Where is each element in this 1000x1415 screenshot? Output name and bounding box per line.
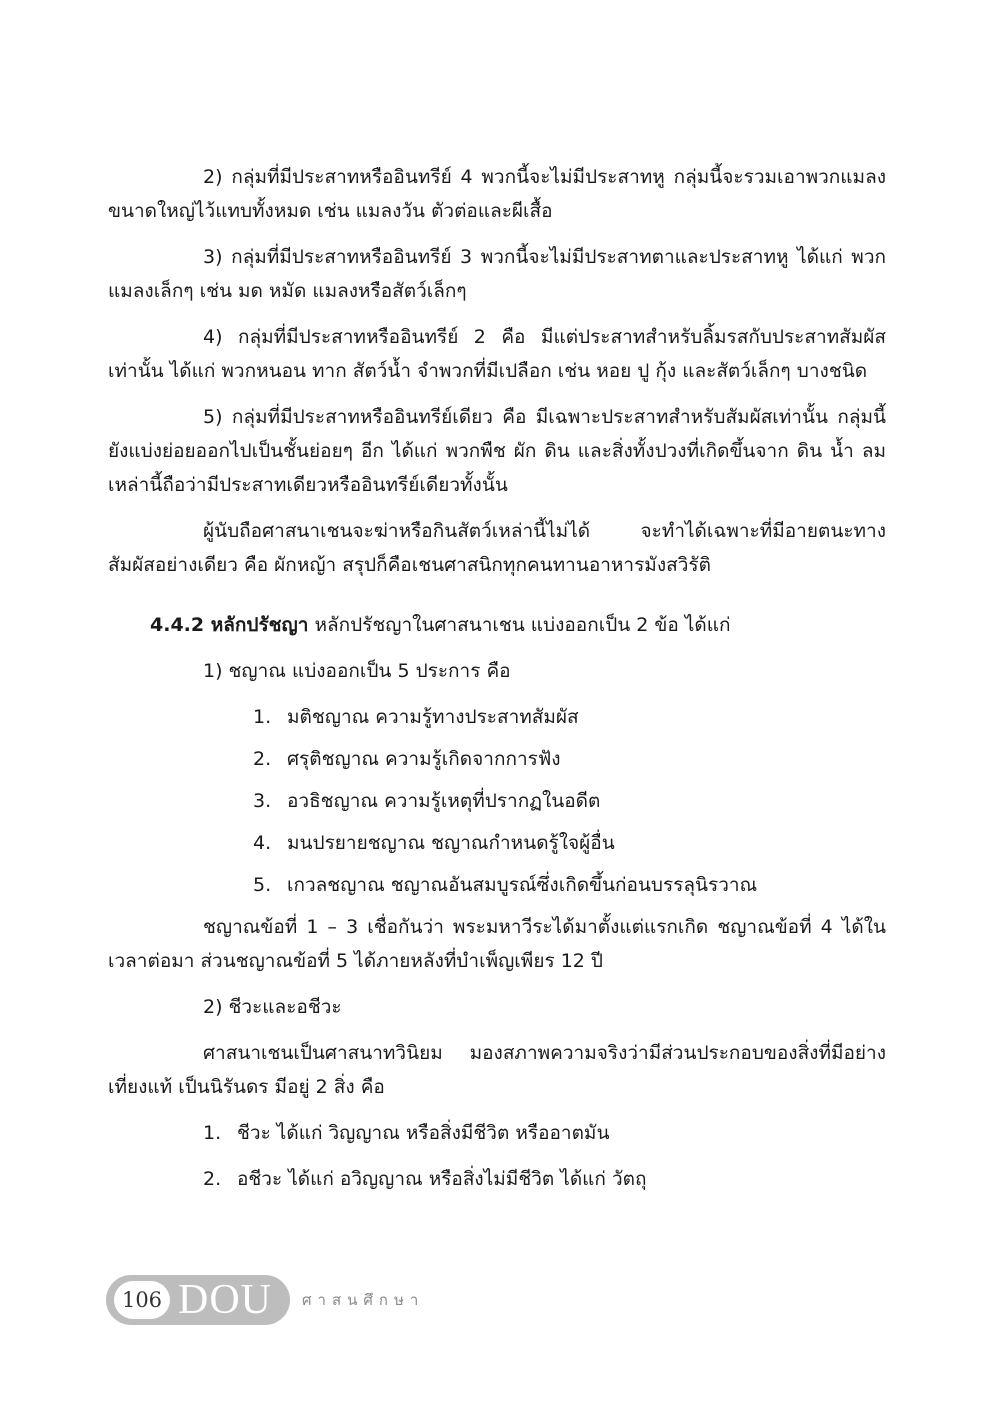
- list-number: 2.: [203, 1168, 222, 1190]
- section-philosophy: [150, 608, 886, 642]
- paragraph-group-1-sense: 5) กลุ่มที่มีประสาทหรืออินทรีย์เดียว คือ มีเฉพาะประสาทสำหรับสัมผัสเท่านั้น กลุ่มนี้ยังแบ่งย่อยออกไปเป็นชั้นย่อยๆ อีก ได้แก่ พวกพืช ผัก ดิน และสิ่งทั้งปวงที่เกิดขึ้นจาก ดิน น้ำ ลม เหล่านี้ถือว่ามีประสาทเดียวหรืออินทรีย์เดียวทั้งนั้น: [108, 406, 886, 496]
- footer-badge: [106, 1275, 290, 1325]
- page-number: 106: [114, 1281, 170, 1319]
- knowledge-list: [253, 700, 886, 902]
- jiva-title: 2) ชีวะและอชีวะ: [203, 996, 342, 1018]
- jiva-paragraph: ศาสนาเชนเป็นศาสนาทวินิยม มองสภาพความจริงว่ามีส่วนประกอบของสิ่งที่มีอย่างเที่ยงแท้ เป็นนิรันดร มีอยู่ 2 สิ่ง คือ: [108, 1042, 886, 1098]
- list-text: อวธิชญาณ ความรู้เหตุที่ปรากฏในอดีต: [287, 790, 601, 812]
- paragraph-group-3-senses: 3) กลุ่มที่มีประสาทหรืออินทรีย์ 3 พวกนี้จะไม่มีประสาทตาและประสาทหู ได้แก่ พวกแมลงเล็กๆ เช่น มด หมัด แมลงหรือสัตว์เล็กๆ: [108, 246, 886, 302]
- jiva-list: [203, 1116, 886, 1196]
- list-number: 1.: [253, 706, 272, 728]
- knowledge-note: ชญาณข้อที่ 1 – 3 เชื่อกันว่า พระมหาวีระได้มาตั้งแต่แรกเกิด ชญาณข้อที่ 4 ได้ในเวลาต่อมา ส่วนชญาณข้อที่ 5 ได้ภายหลังที่บำเพ็ญเพียร 12 ปี: [108, 916, 886, 972]
- list-text: ศรุติชญาณ ความรู้เกิดจากการฟัง: [287, 748, 561, 770]
- list-text: มติชญาณ ความรู้ทางประสาทสัมผัส: [287, 706, 579, 728]
- list-item: [253, 784, 886, 818]
- list-number: 4.: [253, 832, 272, 854]
- list-text: อชีวะ ได้แก่ อวิญญาณ หรือสิ่งไม่มีชีวิต ได้แก่ วัตถุ: [237, 1168, 647, 1190]
- list-item: [253, 826, 886, 860]
- list-item: [203, 1116, 886, 1150]
- list-number: 2.: [253, 748, 272, 770]
- list-item: [253, 700, 886, 734]
- paragraph-vegetarian: ผู้นับถือศาสนาเชนจะฆ่าหรือกินสัตว์เหล่านี้ไม่ได้ จะทำได้เฉพาะที่มีอายตนะทางสัมผัสอย่างเดียว คือ ผักหญ้า สรุปก็คือเชนศาสนิกทุกคนทานอาหารมังสวิรัติ: [108, 520, 886, 576]
- list-text: ชีวะ ได้แก่ วิญญาณ หรือสิ่งมีชีวิต หรืออาตมัน: [237, 1122, 610, 1144]
- list-number: 1.: [203, 1122, 222, 1144]
- brand-logo: DOU: [178, 1277, 272, 1323]
- list-item: [253, 742, 886, 776]
- section-intro: หลักปรัชญาในศาสนาเชน แบ่งออกเป็น 2 ข้อ ได้แก่: [308, 614, 731, 636]
- section-heading: 4.4.2 หลักปรัชญา: [150, 614, 309, 636]
- list-item: [203, 1162, 886, 1196]
- paragraph-group-2-senses: 4) กลุ่มที่มีประสาทหรืออินทรีย์ 2 คือ มีแต่ประสาทสำหรับลิ้มรสกับประสาทสัมผัสเท่านั้น ได้แก่ พวกหนอน ทาก สัตว์น้ำ จำพวกที่มีเปลือก เช่น หอย ปู กุ้ง และสัตว์เล็กๆ บางชนิด: [108, 326, 886, 382]
- list-text: มนปรยายชญาณ ชญาณกำหนดรู้ใจผู้อื่น: [287, 832, 615, 854]
- list-item: [253, 868, 886, 902]
- list-number: 3.: [253, 790, 272, 812]
- knowledge-title: 1) ชญาณ แบ่งออกเป็น 5 ประการ คือ: [203, 660, 511, 682]
- list-text: เกวลชญาณ ชญาณอันสมบูรณ์ซึ่งเกิดขึ้นก่อนบรรลุนิรวาณ: [287, 874, 758, 896]
- list-number: 5.: [253, 874, 272, 896]
- page-body: [108, 160, 886, 1208]
- paragraph-group-4-senses: 2) กลุ่มที่มีประสาทหรืออินทรีย์ 4 พวกนี้จะไม่มีประสาทหู กลุ่มนี้จะรวมเอาพวกแมลงขนาดใหญ่ไว้แทบทั้งหมด เช่น แมลงวัน ตัวต่อและผีเสื้อ: [108, 166, 886, 222]
- course-title: ศาสนศึกษา: [302, 1291, 425, 1309]
